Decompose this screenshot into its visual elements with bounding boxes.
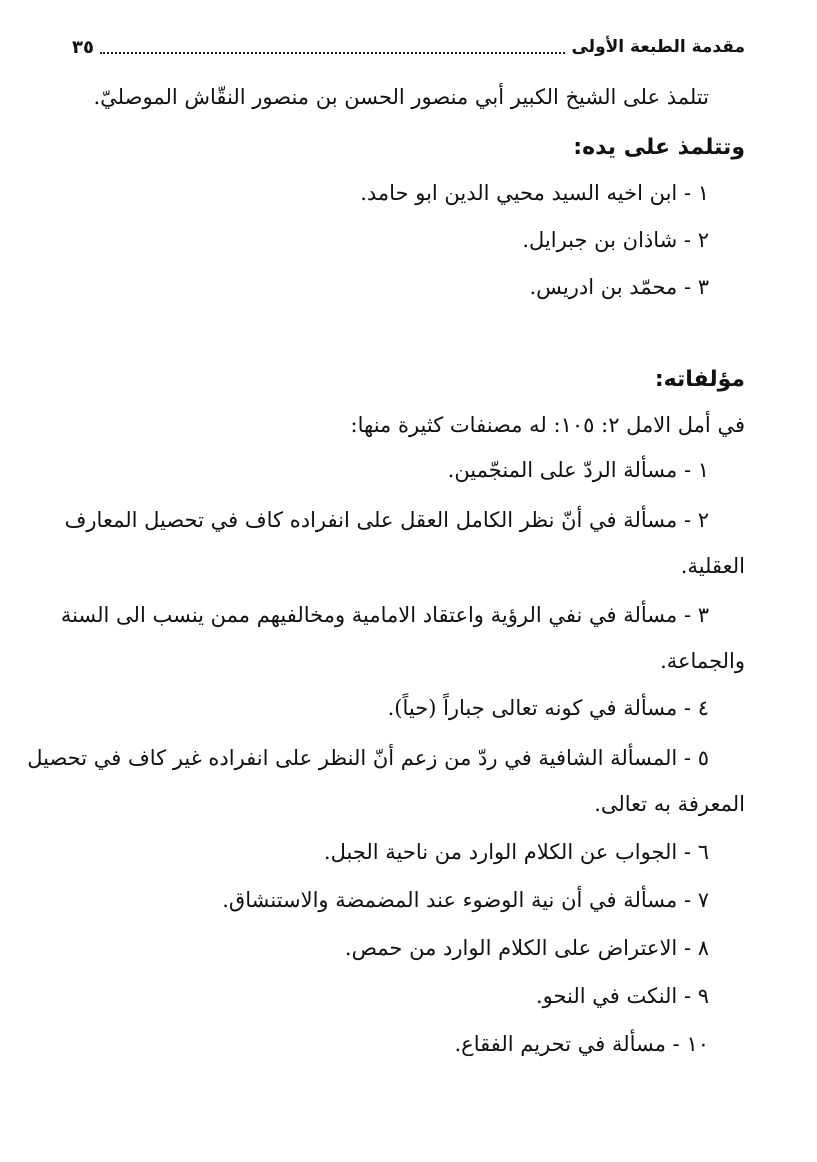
work-item: ١ - مسألة الردّ على المنجّمين. xyxy=(447,458,709,482)
student-item: ٢ - شاذان بن جبرايل. xyxy=(522,228,709,252)
work-item: ٩ - النكت في النحو. xyxy=(535,984,709,1008)
work-item-continuation: العقلية. xyxy=(680,554,745,578)
student-item: ٣ - محمّد بن ادريس. xyxy=(529,275,709,299)
work-item: ٣ - مسألة في نفي الرؤية واعتقاد الامامية ومخالفيهم ممن ينسب الى السنة xyxy=(60,603,709,627)
running-header xyxy=(72,34,745,60)
works-heading: مؤلفاته: xyxy=(654,367,745,392)
work-item: ٢ - مسألة في أنّ نظر الكامل العقل على انفراده كاف في تحصيل المعارف xyxy=(64,508,709,532)
intro-paragraph: تتلمذ على الشيخ الكبير أبي منصور الحسن بن منصور النقّاش الموصليّ. xyxy=(93,85,709,109)
student-item: ١ - ابن اخيه السيد محيي الدين ابو حامد. xyxy=(360,181,709,205)
chapter-title: مقدمة الطبعة الأولى xyxy=(571,37,745,57)
page-number: ٣٥ xyxy=(72,36,94,58)
work-item: ٤ - مسألة في كونه تعالى جباراً (حياً). xyxy=(387,696,709,720)
header-leader-dots xyxy=(100,40,566,54)
work-item-continuation: والجماعة. xyxy=(660,649,745,673)
work-item: ٨ - الاعتراض على الكلام الوارد من حمص. xyxy=(344,936,709,960)
works-intro: في أمل الامل ٢: ١٠٥: له مصنفات كثيرة منها: xyxy=(350,413,745,437)
work-item: ٥ - المسألة الشافية في ردّ من زعم أنّ النظر على انفراده غير كاف في تحصيل xyxy=(27,746,709,770)
work-item: ٧ - مسألة في أن نية الوضوء عند المضمضة والاستنشاق. xyxy=(222,888,709,912)
work-item-continuation: المعرفة به تعالى. xyxy=(594,792,745,816)
work-item: ٦ - الجواب عن الكلام الوارد من ناحية الجبل. xyxy=(323,840,709,864)
work-item: ١٠ - مسألة في تحريم الفقاع. xyxy=(454,1032,709,1056)
students-heading: وتتلمذ على يده: xyxy=(573,135,745,160)
